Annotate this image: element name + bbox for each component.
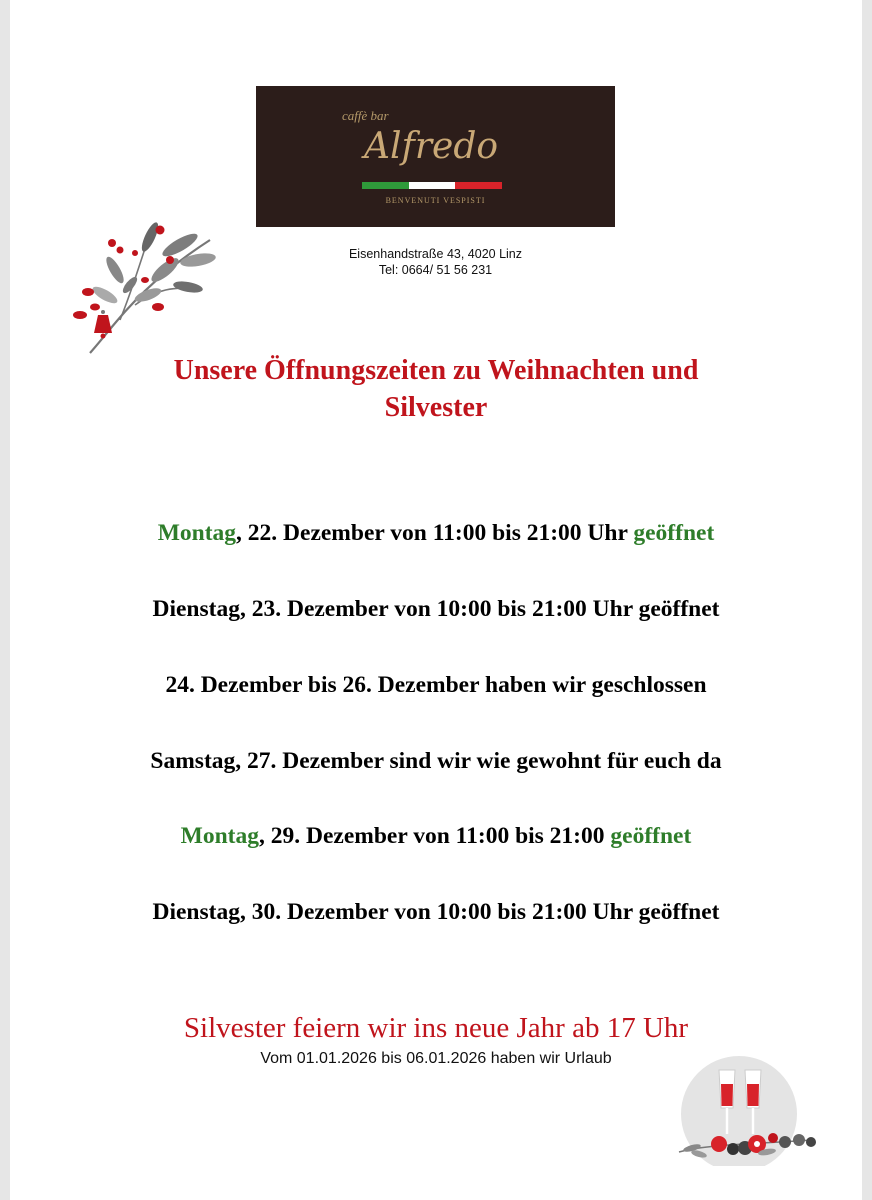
schedule-line: Samstag, 27. Dezember sind wir wie gewohnt für euch da (150, 748, 722, 774)
flag-green (362, 182, 409, 189)
holiday-note: Vom 01.01.2026 bis 06.01.2026 haben wir Urlaub (260, 1050, 612, 1067)
logo-subtitle: caffè bar (342, 108, 389, 123)
logo-name: Alfredo (364, 126, 499, 167)
logo-tagline: BENVENUTI VESPISTI (385, 196, 486, 205)
flag-red (455, 182, 502, 189)
street-address: Eisenhandstraße 43, 4020 Linz (348, 247, 523, 261)
schedule-line (10, 823, 862, 850)
schedule-line: 24. Dezember bis 26. Dezember haben wir geschlossen (165, 672, 707, 698)
schedule-day: Montag (180, 823, 259, 849)
schedule-line (10, 520, 862, 547)
italian-flag-stripe (362, 182, 502, 189)
champagne-glasses-icon (667, 1056, 827, 1171)
flag-white (409, 182, 456, 189)
schedule-line: Dienstag, 23. Dezember von 10:00 bis 21:00 Uhr geöffnet (152, 596, 720, 622)
address-block (256, 246, 615, 278)
holly-branch-bell-icon (60, 215, 225, 365)
schedule-text: , 29. Dezember von 11:00 bis 21:00 (259, 823, 611, 849)
cafe-logo (256, 86, 615, 227)
schedule-status: geöffnet (610, 823, 692, 849)
title-line-2: Silvester (384, 392, 488, 423)
schedule-text: , 22. Dezember von 11:00 bis 21:00 Uhr (236, 520, 634, 546)
schedule-line: Dienstag, 30. Dezember von 10:00 bis 21:00 Uhr geöffnet (152, 899, 720, 925)
schedule-status: geöffnet (633, 520, 715, 546)
phone-number: Tel: 0664/ 51 56 231 (378, 263, 493, 277)
page-title (110, 352, 762, 426)
schedule-day: Montag (157, 520, 237, 546)
flyer-page (10, 0, 862, 1200)
silvester-note: Silvester feiern wir ins neue Jahr ab 17 Uhr (183, 1012, 689, 1044)
title-line-1: Unsere Öffnungszeiten zu Weihnachten und (173, 355, 699, 386)
